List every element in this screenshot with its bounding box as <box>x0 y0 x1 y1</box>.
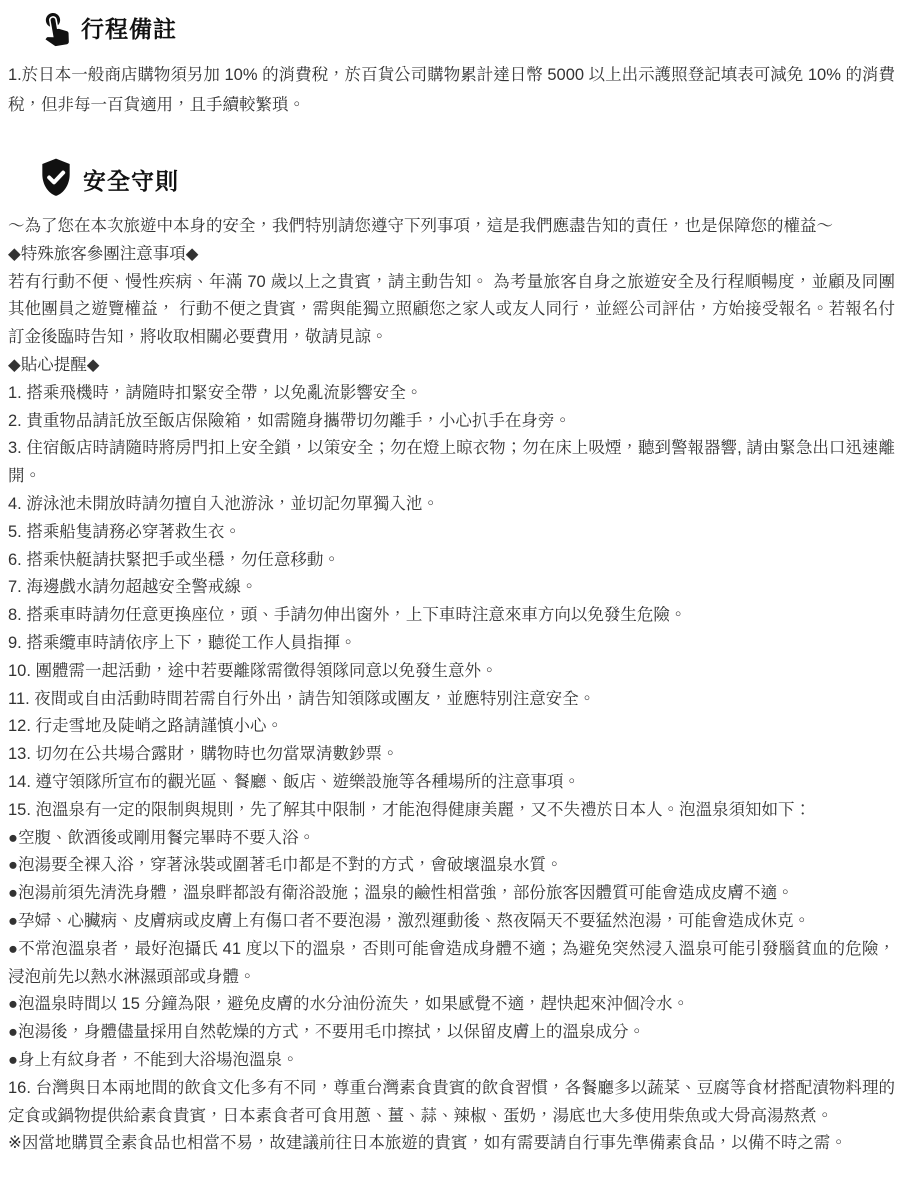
safety-rule-line: ●身上有紋身者，不能到大浴場泡溫泉。 <box>8 1050 299 1069</box>
section-itinerary-notes <box>8 5 895 120</box>
safety-rule-line: 5. 搭乘船隻請務必穿著救生衣。 <box>8 522 241 541</box>
safety-rule-line: 15. 泡溫泉有一定的限制與規則，先了解其中限制，才能泡得健康美麗，又不失禮於日本人。泡溫泉須知如下： <box>8 800 812 819</box>
safety-rule-line: ●孕婦、心臟病、皮膚病或皮膚上有傷口者不要泡湯，激烈運動後、熬夜隔天不要猛然泡湯，可能會造成休克。 <box>8 911 810 930</box>
safety-rule-line: ◆特殊旅客參團注意事項◆ <box>8 244 199 263</box>
safety-rule-line: 13. 切勿在公共場合露財，購物時也勿當眾清數鈔票。 <box>8 745 399 764</box>
safety-rule-line: 8. 搭乘車時請勿任意更換座位，頭、手請勿伸出窗外，上下車時注意來車方向以免發生危險。 <box>8 606 687 625</box>
safety-rule-line: ※因當地購買全素食品也相當不易，故建議前往日本旅遊的貴賓，如有需要請自行事先準備素食品，以備不時之需。 <box>8 1134 847 1153</box>
itinerary-notes-title: 行程備註 <box>81 15 177 42</box>
shield-check-icon <box>36 156 76 202</box>
safety-rule-line: 14. 遵守領隊所宣布的觀光區、餐廳、飯店、遊樂設施等各種場所的注意事項。 <box>8 772 581 791</box>
safety-rule-line: 10. 團體需一起活動，途中若要離隊需徵得領隊同意以免發生意外。 <box>8 661 498 680</box>
safety-rule-line: 9. 搭乘纜車時請依序上下，聽從工作人員指揮。 <box>8 633 357 652</box>
safety-rules-heading <box>36 156 895 202</box>
safety-rule-line: 1. 搭乘飛機時，請隨時扣緊安全帶，以免亂流影響安全。 <box>8 383 423 402</box>
safety-rule-line: ～為了您在本次旅遊中本身的安全，我們特別請您遵守下列事項，這是我們應盡告知的責任，也是保障您的權益～ <box>8 217 833 235</box>
safety-rule-line: 11. 夜間或自由活動時間若需自行外出，請告知領隊或團友，並應特別注意安全。 <box>8 689 596 708</box>
safety-rule-line: ◆貼心提醒◆ <box>8 355 100 374</box>
safety-rules-list <box>8 213 895 1158</box>
safety-rule-line: ●空腹、飲酒後或剛用餐完畢時不要入浴。 <box>8 828 315 847</box>
pointing-hand-icon <box>36 7 74 47</box>
safety-rules-title: 安全守則 <box>83 167 179 194</box>
safety-rule-line: ●泡湯後，身體儘量採用自然乾燥的方式，不要用毛巾擦拭，以保留皮膚上的溫泉成分。 <box>8 1023 645 1042</box>
safety-rule-line: 若有行動不便、慢性疾病、年滿 70 歲以上之貴賓，請主動告知。 為考量旅客自身之旅遊安全及行程順暢度，並顧及同團其他團員之遊覽權益， 行動不便之貴賓，需與能獨立照顧您之家人或友人同行，並經公司評估，方始接受報名。若報名付訂金後臨時告知，將收取相關必要費用，敬請見諒。 <box>8 272 895 347</box>
safety-rule-line: ●泡溫泉時間以 15 分鐘為限，避免皮膚的水分油份流失，如果感覺不適，趕快起來沖個冷水。 <box>8 995 689 1014</box>
safety-rule-line: 12. 行走雪地及陡峭之路請謹慎小心。 <box>8 717 284 736</box>
safety-rule-line: 7. 海邊戲水請勿超越安全警戒線。 <box>8 578 258 597</box>
safety-rule-line: 3. 住宿飯店時請隨時將房門扣上安全鎖，以策安全；勿在燈上晾衣物；勿在床上吸煙，聽到警報器響, 請由緊急出口迅速離開。 <box>8 439 895 486</box>
safety-rule-line: 6. 搭乘快艇請扶緊把手或坐穩，勿任意移動。 <box>8 550 340 569</box>
safety-rule-line: 4. 游泳池未開放時請勿擅自入池游泳，並切記勿單獨入池。 <box>8 494 439 513</box>
safety-rule-line: ●泡湯前須先清洗身體，溫泉畔都設有衛浴設施；溫泉的鹼性相當強，部份旅客因體質可能會造成皮膚不適。 <box>8 884 794 903</box>
itinerary-notes-paragraph: 1.於日本一般商店購物須另加 10% 的消費稅，於百貨公司購物累計達日幣 5000 以上出示護照登記填表可減免 10% 的消費稅，但非每一百貨適用，且手續較繁瑣。 <box>8 66 895 114</box>
safety-rule-line: ●泡湯要全裸入浴，穿著泳裝或圍著毛巾都是不對的方式，會破壞溫泉水質。 <box>8 856 563 875</box>
itinerary-notes-heading <box>36 5 895 47</box>
safety-rule-line: ●不常泡溫泉者，最好泡攝氏 41 度以下的溫泉，否則可能會造成身體不適；為避免突然浸入溫泉可能引發腦貧血的危險，浸泡前先以熱水淋濕頭部或身體。 <box>8 939 895 986</box>
section-safety-rules <box>8 156 895 1158</box>
safety-rule-line: 2. 貴重物品請託放至飯店保險箱，如需隨身攜帶切勿離手，小心扒手在身旁。 <box>8 411 571 430</box>
safety-rule-line: 16. 台灣與日本兩地間的飲食文化多有不同，尊重台灣素食貴賓的飲食習慣，各餐廳多以蔬菜、豆腐等食材搭配漬物料理的定食或鍋物提供給素食貴賓，日本素食者可食用蔥、薑、蒜、辣椒、蛋奶，湯底也大多使用柴魚或大骨高湯熬煮。 <box>8 1078 895 1125</box>
